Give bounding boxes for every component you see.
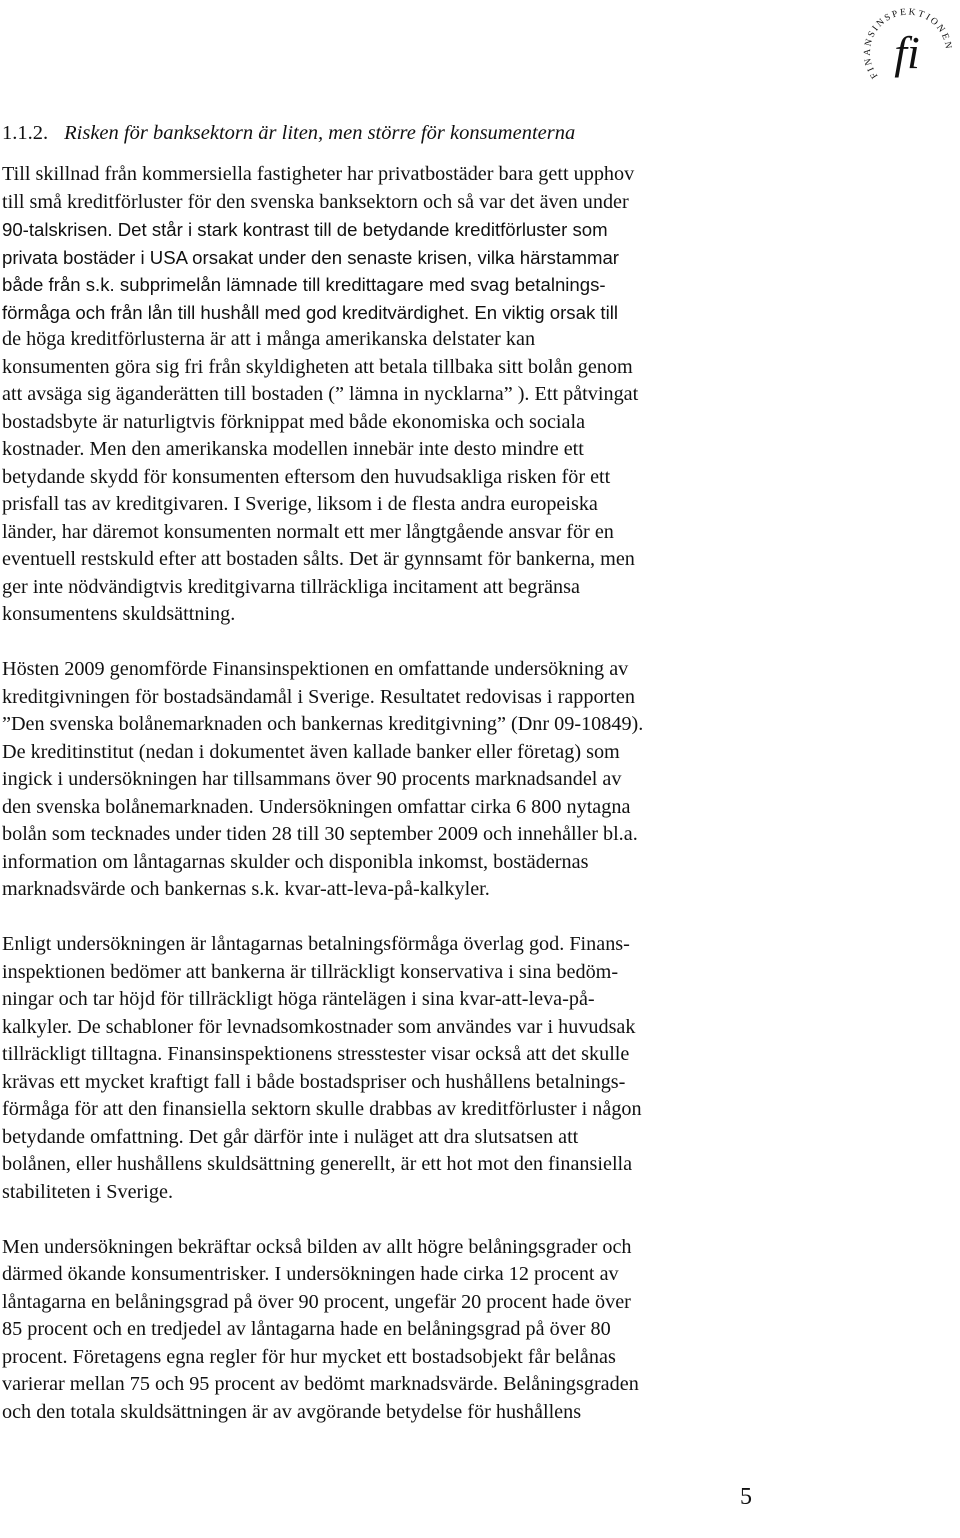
text-line: stabiliteten i Sverige.: [2, 1180, 173, 1203]
text-line: förmåga för att den finansiella sektorn skulle drabbas av kreditförluster i någon: [2, 1098, 642, 1120]
text-line: tillräckligt tilltagna. Finansinspektionens stresstester visar också att det skulle: [2, 1043, 630, 1065]
text-line: ingick i undersökningen har tillsammans över 90 procents marknadsandel av: [2, 768, 622, 790]
text-line: Hösten 2009 genomförde Finansinspektionen en omfattande undersökning av: [2, 658, 629, 680]
text-line: bolånen, eller hushållens skuldsättning generellt, är ett hot mot den finansiella: [2, 1153, 633, 1175]
text-line: 90-talskrisen. Det står i stark kontrast till de betydande kreditförluster som: [2, 219, 608, 240]
text-line: att avsäga sig äganderätten till bostaden (” lämna in nycklarna” ). Ett påtvingat: [2, 383, 639, 405]
body-text: [2, 161, 954, 1426]
text-line: konsumenten göra sig fri från skyldigheten att betala tillbaka sitt bolån genom: [2, 355, 633, 378]
text-line: betydande skydd för konsumenten eftersom den huvudsakliga risken för ett: [2, 465, 611, 488]
text-line: därmed ökande konsumentrisker. I undersökningen hade cirka 12 procent av: [2, 1263, 619, 1285]
text-line: information om låntagarnas skulder och disponibla inkomst, bostädernas: [2, 850, 589, 873]
paragraph: [2, 1234, 954, 1427]
text-line: procent. Företagens egna regler för hur mycket ett bostadsobjekt får belånas: [2, 1345, 616, 1368]
logo-ring-text: FINANSINSPEKTIONEN: [862, 7, 954, 80]
text-line: den svenska bolånemarknaden. Undersökningen omfattar cirka 6 800 nytagna: [2, 795, 631, 818]
text-line: till små kreditförluster för den svenska banksektorn och så var det även under: [2, 190, 629, 213]
paragraph: [2, 161, 954, 629]
section-heading: [2, 120, 575, 147]
text-line: bostadsbyte är naturligtvis förknippat med både ekonomiska och sociala: [2, 410, 586, 433]
text-line: privata bostäder i USA orsakat under den senaste krisen, vilka härstammar: [2, 246, 619, 268]
paragraph: [2, 931, 954, 1206]
text-line: prisfall tas av kreditgivaren. I Sverige, liksom i de flesta andra europeiska: [2, 493, 598, 515]
paragraph: [2, 656, 954, 904]
finansinspektionen-logo: [860, 2, 956, 98]
page-number: 5: [740, 1484, 752, 1510]
section-number: 1.1.2.: [2, 122, 49, 144]
text-line: Men undersökningen bekräftar också bilden av allt högre belåningsgrader och: [2, 1235, 632, 1258]
text-line: både från s.k. subprimelån lämnade till kredittagare med svag betalnings-: [2, 274, 606, 295]
text-line: länder, har däremot konsumenten normalt ett mer långtgående ansvar för en: [2, 520, 614, 543]
text-line: inspektionen bedömer att bankerna är tillräckligt konservativa i sina bedöm-: [2, 960, 619, 983]
section-title: Risken för banksektorn är liten, men större för konsumenterna: [64, 122, 576, 144]
text-line: låntagarna en belåningsgrad på över 90 procent, ungefär 20 procent hade över: [2, 1290, 631, 1313]
text-line: 85 procent och en tredjedel av låntagarna hade en belåningsgrad på över 80: [2, 1318, 611, 1340]
text-line: Till skillnad från kommersiella fastigheter har privatbostäder bara gett upphov: [2, 163, 635, 185]
finansinspektionen-logo-graphic: [860, 2, 956, 98]
text-line: förmåga och från lån till hushåll med god kreditvärdighet. En viktig orsak till: [2, 301, 618, 323]
text-line: kreditgivningen för bostadsändamål i Sverige. Resultatet redovisas i rapporten: [2, 685, 635, 708]
text-line: kostnader. Men den amerikanska modellen innebär inte desto mindre ett: [2, 438, 584, 460]
text-line: ger inte nödvändigtvis kreditgivarna tillräckliga incitament att begränsa: [2, 575, 580, 598]
text-line: ningar och tar höjd för tillräckligt höga räntelägen i sina kvar-att-leva-på-: [2, 988, 595, 1010]
text-line: bolån som tecknades under tiden 28 till 30 september 2009 och innehåller bl.a.: [2, 823, 638, 845]
text-line: krävas ett mycket kraftigt fall i både bostadspriser och hushållens betalnings-: [2, 1070, 626, 1093]
text-line: Enligt undersökningen är låntagarnas betalningsförmåga överlag god. Finans-: [2, 933, 630, 955]
text-line: betydande omfattning. Det går därför inte i nuläget att dra slutsatsen att: [2, 1125, 579, 1148]
text-line: och den totala skuldsättningen är av avgörande betydelse för hushållens: [2, 1400, 582, 1423]
text-line: De kreditinstitut (nedan i dokumentet även kallade banker eller företag) som: [2, 740, 620, 763]
logo-monogram: fi: [894, 27, 920, 78]
text-line: konsumentens skuldsättning.: [2, 603, 236, 625]
text-line: kalkyler. De schabloner för levnadsomkostnader som användes var i huvudsak: [2, 1015, 636, 1038]
text-line: varierar mellan 75 och 95 procent av bedömt marknadsvärde. Belåningsgraden: [2, 1373, 639, 1395]
text-line: de höga kreditförlusterna är att i många amerikanska delstater kan: [2, 328, 536, 350]
text-line: eventuell restskuld efter att bostaden sålts. Det är gynnsamt för bankerna, men: [2, 548, 635, 570]
text-line: ”Den svenska bolånemarknaden och bankernas kreditgivning” (Dnr 09-10849).: [2, 713, 644, 735]
text-line: marknadsvärde och bankernas s.k. kvar-att-leva-på-kalkyler.: [2, 878, 490, 900]
